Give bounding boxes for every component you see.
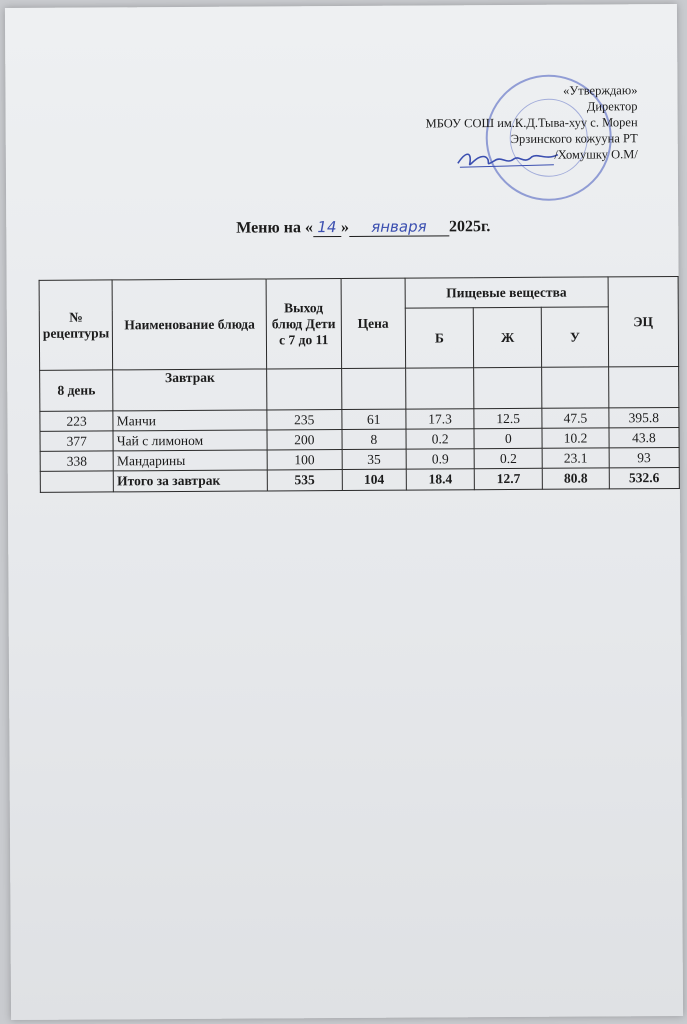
cell-price: 61 [341, 409, 406, 429]
title-month: января [349, 217, 449, 237]
header-u: У [542, 307, 609, 367]
cell-output: 200 [267, 430, 342, 450]
cell-recipe: 338 [40, 451, 113, 471]
cell-recipe: 377 [40, 431, 113, 451]
total-z: 12.7 [474, 468, 542, 489]
cell-b: 0.9 [406, 449, 474, 469]
day-label: 8 день [40, 370, 114, 411]
cell-name: Чай с лимоном [113, 430, 267, 451]
total-ec: 532.6 [609, 467, 679, 488]
total-b: 18.4 [406, 469, 474, 490]
cell-u: 10.2 [542, 428, 608, 448]
cell-b: 17.3 [406, 409, 474, 429]
cell-u: 47.5 [542, 408, 608, 428]
page-title [236, 217, 490, 238]
total-u: 80.8 [543, 468, 609, 489]
cell-z: 0.2 [474, 448, 542, 468]
cell-ec: 43.8 [609, 427, 679, 447]
header-z: Ж [473, 307, 542, 367]
document-page [5, 4, 683, 1020]
header-ec: ЭЦ [608, 276, 679, 366]
total-price: 104 [342, 469, 407, 490]
approval-district: Эрзинского кожууна РТ [510, 131, 638, 146]
header-b: Б [405, 308, 474, 368]
approval-name: /Хомушку О.М/ [554, 147, 638, 162]
header-nutrients: Пищевые вещества [405, 277, 608, 308]
cell-recipe: 223 [40, 411, 113, 431]
approval-line: «Утверждаю» [563, 83, 638, 98]
cell-empty [40, 471, 113, 492]
cell-output: 100 [267, 450, 342, 470]
cell-price: 8 [342, 429, 407, 449]
total-row [40, 467, 679, 492]
cell-price: 35 [342, 449, 407, 469]
meal-label: Завтрак [113, 369, 267, 411]
cell-name: Манчи [113, 410, 267, 431]
total-output: 535 [267, 470, 342, 491]
header-recipe: № рецептуры [39, 280, 113, 370]
cell-ec: 395.8 [609, 407, 679, 427]
cell-z: 0 [474, 428, 542, 448]
header-price: Цена [341, 278, 406, 368]
cell-ec: 93 [609, 447, 679, 467]
title-mid: » [340, 218, 349, 237]
title-suffix: 2025г. [448, 218, 491, 236]
cell-b: 0.2 [406, 429, 474, 449]
approval-block [337, 82, 637, 164]
header-name: Наименование блюда [112, 279, 266, 370]
cell-u: 23.1 [543, 448, 609, 468]
cell-output: 235 [267, 410, 342, 430]
header-output: Выход блюд Дети с 7 до 11 [266, 279, 341, 369]
cell-name: Мандарины [113, 450, 267, 471]
title-day: 14 [313, 218, 341, 237]
approval-position: Директор [586, 99, 638, 114]
cell-z: 12.5 [474, 408, 542, 428]
title-prefix: Меню на « [236, 219, 313, 237]
menu-table [39, 276, 680, 493]
approval-school: МБОУ СОШ им.К.Д.Тыва-хуу с. Морен [425, 115, 638, 131]
total-label: Итого за завтрак [114, 470, 268, 492]
